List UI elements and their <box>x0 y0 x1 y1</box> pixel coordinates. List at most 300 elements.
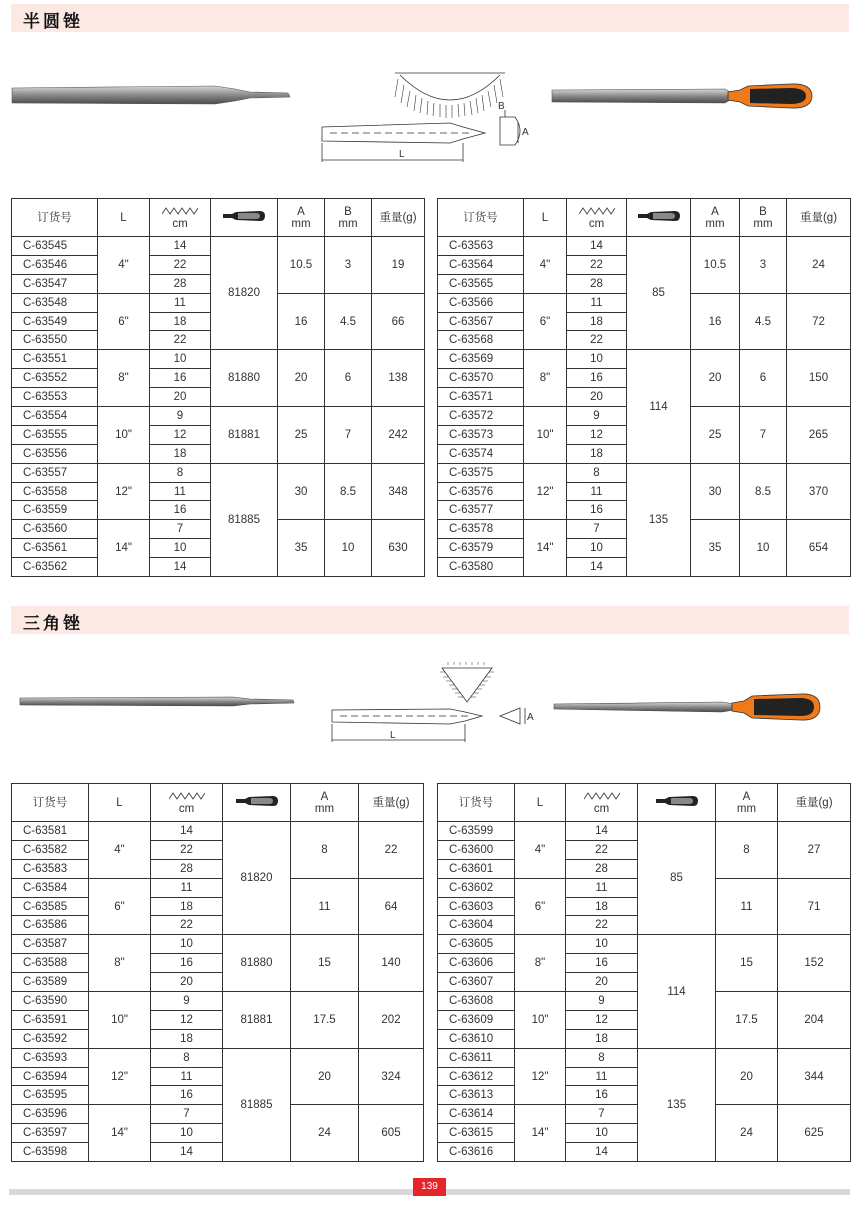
cut-cell: 22 <box>567 331 627 350</box>
header-cut-unit: cm <box>178 802 195 815</box>
length-cell: 8" <box>98 350 150 407</box>
handle-cell: 135 <box>638 1048 716 1161</box>
cut-cell: 22 <box>151 840 223 859</box>
order-code: C-63573 <box>438 425 524 444</box>
cut-cell: 10 <box>566 1124 638 1143</box>
order-code: C-63607 <box>438 973 515 992</box>
handle-cell: 85 <box>638 822 716 935</box>
a-cell: 11 <box>291 878 359 935</box>
cut-cell: 10 <box>151 935 223 954</box>
triangle-section-diagram <box>320 660 540 745</box>
a-cell: 15 <box>291 935 359 992</box>
cut-cell: 7 <box>150 520 211 539</box>
length-cell: 14" <box>89 1105 151 1162</box>
order-code: C-63564 <box>438 255 524 274</box>
half-round-table-right <box>437 198 851 577</box>
order-code: C-63592 <box>12 1029 89 1048</box>
a-cell: 11 <box>716 878 778 935</box>
header-a-unit: mm <box>291 217 311 230</box>
header-a-label: A <box>297 205 305 218</box>
a-cell: 20 <box>691 350 740 407</box>
order-code: C-63563 <box>438 237 524 256</box>
cut-cell: 18 <box>150 312 211 331</box>
handle-cell: 81885 <box>211 463 278 576</box>
order-code: C-63582 <box>12 840 89 859</box>
cut-cell: 20 <box>566 973 638 992</box>
handle-icon <box>637 209 681 223</box>
order-code: C-63603 <box>438 897 515 916</box>
weight-cell: 344 <box>778 1048 851 1105</box>
length-cell: 6" <box>98 293 150 350</box>
header-a <box>291 784 359 822</box>
cut-cell: 8 <box>150 463 211 482</box>
header-b <box>325 199 372 237</box>
header-cut <box>566 784 638 822</box>
half-round-file-image <box>10 80 295 110</box>
cut-cell: 11 <box>150 482 211 501</box>
handle-cell: 135 <box>627 463 691 576</box>
b-cell: 3 <box>740 237 787 294</box>
order-code: C-63576 <box>438 482 524 501</box>
triangle-file-image <box>18 692 298 712</box>
a-cell: 20 <box>716 1048 778 1105</box>
order-code: C-63588 <box>12 954 89 973</box>
b-cell: 7 <box>325 407 372 464</box>
weight-cell: 605 <box>359 1105 424 1162</box>
dimension-label-a: A <box>522 127 529 138</box>
cut-cell: 18 <box>566 897 638 916</box>
cut-cell: 16 <box>150 501 211 520</box>
header-a-label: A <box>320 790 329 803</box>
weight-cell: 27 <box>778 822 851 879</box>
length-cell: 4" <box>515 822 566 879</box>
length-cell: 12" <box>515 1048 566 1105</box>
teeth-cut-icon <box>169 792 205 800</box>
order-code: C-63556 <box>12 444 98 463</box>
handle-cell: 81881 <box>211 407 278 464</box>
b-cell: 3 <box>325 237 372 294</box>
cut-cell: 12 <box>566 1010 638 1029</box>
header-length: L <box>524 199 567 237</box>
cut-cell: 22 <box>567 255 627 274</box>
header-handle <box>627 199 691 237</box>
header-length: L <box>89 784 151 822</box>
order-code: C-63555 <box>12 425 98 444</box>
triangle-table-left <box>11 783 424 1162</box>
header-order-no: 订货号 <box>12 199 98 237</box>
length-cell: 4" <box>89 822 151 879</box>
order-code: C-63611 <box>438 1048 515 1067</box>
cut-cell: 11 <box>567 482 627 501</box>
cut-cell: 16 <box>150 369 211 388</box>
half-round-table-left <box>11 198 425 577</box>
cut-cell: 22 <box>150 255 211 274</box>
header-cut <box>567 199 627 237</box>
order-code: C-63583 <box>12 859 89 878</box>
header-weight: 重量(g) <box>359 784 424 822</box>
header-handle <box>211 199 278 237</box>
header-b <box>740 199 787 237</box>
length-cell: 12" <box>98 463 150 520</box>
order-code: C-63590 <box>12 992 89 1011</box>
order-code: C-63614 <box>438 1105 515 1124</box>
weight-cell: 348 <box>372 463 425 520</box>
cut-cell: 8 <box>566 1048 638 1067</box>
header-b-unit: mm <box>753 217 773 230</box>
order-code: C-63594 <box>12 1067 89 1086</box>
order-code: C-63574 <box>438 444 524 463</box>
order-code: C-63545 <box>12 237 98 256</box>
cut-cell: 11 <box>567 293 627 312</box>
cut-cell: 10 <box>150 539 211 558</box>
weight-cell: 324 <box>359 1048 424 1105</box>
cut-cell: 9 <box>567 407 627 426</box>
header-a <box>278 199 325 237</box>
length-cell: 10" <box>515 992 566 1049</box>
a-cell: 30 <box>278 463 325 520</box>
section-title-text: 三角锉 <box>23 614 83 634</box>
cut-cell: 12 <box>151 1010 223 1029</box>
weight-cell: 22 <box>359 822 424 879</box>
cut-cell: 20 <box>150 388 211 407</box>
a-cell: 35 <box>691 520 740 577</box>
cut-cell: 14 <box>566 1143 638 1162</box>
order-code: C-63546 <box>12 255 98 274</box>
a-cell: 20 <box>291 1048 359 1105</box>
cut-cell: 9 <box>150 407 211 426</box>
order-code: C-63589 <box>12 973 89 992</box>
dimension-label-b: B <box>498 101 505 112</box>
order-code: C-63595 <box>12 1086 89 1105</box>
weight-cell: 19 <box>372 237 425 294</box>
order-code: C-63606 <box>438 954 515 973</box>
a-cell: 25 <box>691 407 740 464</box>
teeth-cut-icon <box>162 207 198 215</box>
header-order-no: 订货号 <box>12 784 89 822</box>
order-code: C-63580 <box>438 558 524 577</box>
cut-cell: 7 <box>151 1105 223 1124</box>
half-round-section-diagram <box>300 65 540 175</box>
cut-cell: 14 <box>567 237 627 256</box>
order-code: C-63553 <box>12 388 98 407</box>
cut-cell: 8 <box>567 463 627 482</box>
handle-cell: 85 <box>627 237 691 350</box>
order-code: C-63554 <box>12 407 98 426</box>
order-code: C-63616 <box>438 1143 515 1162</box>
cut-cell: 18 <box>151 897 223 916</box>
b-cell: 10 <box>740 520 787 577</box>
dimension-label-l: L <box>399 149 405 160</box>
header-length: L <box>515 784 566 822</box>
cut-cell: 18 <box>566 1029 638 1048</box>
handle-cell: 81881 <box>223 992 291 1049</box>
cut-cell: 9 <box>566 992 638 1011</box>
length-cell: 6" <box>515 878 566 935</box>
cut-cell: 10 <box>151 1124 223 1143</box>
weight-cell: 370 <box>787 463 851 520</box>
b-cell: 7 <box>740 407 787 464</box>
handle-cell: 81880 <box>211 350 278 407</box>
weight-cell: 654 <box>787 520 851 577</box>
cut-cell: 16 <box>567 501 627 520</box>
order-code: C-63597 <box>12 1124 89 1143</box>
cut-cell: 16 <box>566 1086 638 1105</box>
weight-cell: 72 <box>787 293 851 350</box>
cut-cell: 14 <box>151 822 223 841</box>
order-code: C-63578 <box>438 520 524 539</box>
order-code: C-63591 <box>12 1010 89 1029</box>
b-cell: 10 <box>325 520 372 577</box>
cut-cell: 10 <box>150 350 211 369</box>
triangle-table-right <box>437 783 851 1162</box>
order-code: C-63557 <box>12 463 98 482</box>
cut-cell: 11 <box>150 293 211 312</box>
handle-cell: 114 <box>627 350 691 463</box>
b-cell: 4.5 <box>325 293 372 350</box>
header-weight: 重量(g) <box>778 784 851 822</box>
a-cell: 30 <box>691 463 740 520</box>
order-code: C-63569 <box>438 350 524 369</box>
order-code: C-63567 <box>438 312 524 331</box>
weight-cell: 140 <box>359 935 424 992</box>
header-cut <box>150 199 211 237</box>
order-code: C-63587 <box>12 935 89 954</box>
order-code: C-63562 <box>12 558 98 577</box>
length-cell: 14" <box>524 520 567 577</box>
header-order-no: 订货号 <box>438 199 524 237</box>
teeth-cut-icon <box>584 792 620 800</box>
cut-cell: 16 <box>567 369 627 388</box>
order-code: C-63571 <box>438 388 524 407</box>
order-code: C-63613 <box>438 1086 515 1105</box>
header-cut-unit: cm <box>593 802 610 815</box>
length-cell: 8" <box>524 350 567 407</box>
order-code: C-63572 <box>438 407 524 426</box>
cut-cell: 18 <box>151 1029 223 1048</box>
cut-cell: 11 <box>151 1067 223 1086</box>
cut-cell: 22 <box>151 916 223 935</box>
length-cell: 8" <box>515 935 566 992</box>
cut-cell: 14 <box>567 558 627 577</box>
order-code: C-63550 <box>12 331 98 350</box>
order-code: C-63559 <box>12 501 98 520</box>
a-cell: 24 <box>291 1105 359 1162</box>
a-cell: 17.5 <box>291 992 359 1049</box>
order-code: C-63600 <box>438 840 515 859</box>
header-length: L <box>98 199 150 237</box>
header-weight: 重量(g) <box>787 199 851 237</box>
a-cell: 10.5 <box>278 237 325 294</box>
cut-cell: 28 <box>150 274 211 293</box>
handle-cell: 81820 <box>211 237 278 350</box>
weight-cell: 242 <box>372 407 425 464</box>
handle-cell: 81885 <box>223 1048 291 1161</box>
header-cut <box>151 784 223 822</box>
weight-cell: 265 <box>787 407 851 464</box>
order-code: C-63547 <box>12 274 98 293</box>
order-code: C-63593 <box>12 1048 89 1067</box>
cut-cell: 7 <box>567 520 627 539</box>
b-cell: 8.5 <box>325 463 372 520</box>
dimension-label-l: L <box>390 730 396 741</box>
length-cell: 4" <box>98 237 150 294</box>
order-code: C-63615 <box>438 1124 515 1143</box>
weight-cell: 204 <box>778 992 851 1049</box>
cut-cell: 10 <box>567 350 627 369</box>
cut-cell: 14 <box>150 237 211 256</box>
header-a-unit: mm <box>736 802 757 815</box>
a-cell: 16 <box>691 293 740 350</box>
header-b-label: B <box>344 205 352 218</box>
length-cell: 14" <box>98 520 150 577</box>
cut-cell: 18 <box>150 444 211 463</box>
handle-cell: 114 <box>638 935 716 1048</box>
header-b-label: B <box>759 205 767 218</box>
a-cell: 15 <box>716 935 778 992</box>
cut-cell: 20 <box>567 388 627 407</box>
length-cell: 6" <box>89 878 151 935</box>
b-cell: 8.5 <box>740 463 787 520</box>
weight-cell: 625 <box>778 1105 851 1162</box>
order-code: C-63552 <box>12 369 98 388</box>
page-number: 139 <box>413 1178 446 1196</box>
length-cell: 12" <box>524 463 567 520</box>
cut-cell: 18 <box>567 312 627 331</box>
order-code: C-63601 <box>438 859 515 878</box>
cut-cell: 16 <box>151 1086 223 1105</box>
cut-cell: 10 <box>566 935 638 954</box>
header-order-no: 订货号 <box>438 784 515 822</box>
cut-cell: 22 <box>566 840 638 859</box>
header-a-label: A <box>742 790 751 803</box>
section-title-text: 半圆锉 <box>23 12 83 32</box>
a-cell: 20 <box>278 350 325 407</box>
length-cell: 12" <box>89 1048 151 1105</box>
cut-cell: 28 <box>566 859 638 878</box>
order-code: C-63608 <box>438 992 515 1011</box>
weight-cell: 152 <box>778 935 851 992</box>
order-code: C-63599 <box>438 822 515 841</box>
a-cell: 16 <box>278 293 325 350</box>
handle-cell: 81880 <box>223 935 291 992</box>
cut-cell: 22 <box>566 916 638 935</box>
cut-cell: 7 <box>566 1105 638 1124</box>
length-cell: 8" <box>89 935 151 992</box>
header-weight: 重量(g) <box>372 199 425 237</box>
cut-cell: 10 <box>567 539 627 558</box>
order-code: C-63581 <box>12 822 89 841</box>
order-code: C-63605 <box>438 935 515 954</box>
order-code: C-63575 <box>438 463 524 482</box>
order-code: C-63568 <box>438 331 524 350</box>
order-code: C-63577 <box>438 501 524 520</box>
a-cell: 10.5 <box>691 237 740 294</box>
order-code: C-63579 <box>438 539 524 558</box>
cut-cell: 28 <box>151 859 223 878</box>
cut-cell: 14 <box>151 1143 223 1162</box>
cut-cell: 9 <box>151 992 223 1011</box>
header-a-unit: mm <box>705 217 725 230</box>
order-code: C-63586 <box>12 916 89 935</box>
order-code: C-63558 <box>12 482 98 501</box>
cut-cell: 22 <box>150 331 211 350</box>
cut-cell: 16 <box>151 954 223 973</box>
header-a <box>716 784 778 822</box>
length-cell: 14" <box>515 1105 566 1162</box>
header-handle <box>638 784 716 822</box>
order-code: C-63565 <box>438 274 524 293</box>
order-code: C-63561 <box>12 539 98 558</box>
header-cut-unit: cm <box>588 217 605 230</box>
order-code: C-63610 <box>438 1029 515 1048</box>
order-code: C-63566 <box>438 293 524 312</box>
order-code: C-63549 <box>12 312 98 331</box>
header-a <box>691 199 740 237</box>
weight-cell: 202 <box>359 992 424 1049</box>
weight-cell: 150 <box>787 350 851 407</box>
b-cell: 6 <box>740 350 787 407</box>
order-code: C-63602 <box>438 878 515 897</box>
handle-icon <box>655 794 699 808</box>
a-cell: 24 <box>716 1105 778 1162</box>
cut-cell: 16 <box>566 954 638 973</box>
a-cell: 25 <box>278 407 325 464</box>
cut-cell: 14 <box>566 822 638 841</box>
weight-cell: 630 <box>372 520 425 577</box>
teeth-cut-icon <box>579 207 615 215</box>
b-cell: 4.5 <box>740 293 787 350</box>
cut-cell: 11 <box>566 878 638 897</box>
order-code: C-63585 <box>12 897 89 916</box>
weight-cell: 71 <box>778 878 851 935</box>
cut-cell: 8 <box>151 1048 223 1067</box>
section-title-half-round <box>11 4 849 32</box>
order-code: C-63584 <box>12 878 89 897</box>
order-code: C-63548 <box>12 293 98 312</box>
cut-cell: 14 <box>150 558 211 577</box>
length-cell: 10" <box>524 407 567 464</box>
order-code: C-63604 <box>438 916 515 935</box>
a-cell: 17.5 <box>716 992 778 1049</box>
half-round-file-handle-image <box>550 80 815 112</box>
length-cell: 10" <box>89 992 151 1049</box>
weight-cell: 66 <box>372 293 425 350</box>
handle-icon <box>222 209 266 223</box>
a-cell: 8 <box>291 822 359 879</box>
cut-cell: 11 <box>151 878 223 897</box>
length-cell: 6" <box>524 293 567 350</box>
order-code: C-63598 <box>12 1143 89 1162</box>
b-cell: 6 <box>325 350 372 407</box>
length-cell: 4" <box>524 237 567 294</box>
order-code: C-63560 <box>12 520 98 539</box>
header-handle <box>223 784 291 822</box>
header-a-unit: mm <box>314 802 335 815</box>
order-code: C-63551 <box>12 350 98 369</box>
cut-cell: 18 <box>567 444 627 463</box>
dimension-label-a: A <box>527 712 534 723</box>
header-b-unit: mm <box>338 217 358 230</box>
cut-cell: 12 <box>567 425 627 444</box>
order-code: C-63609 <box>438 1010 515 1029</box>
weight-cell: 138 <box>372 350 425 407</box>
triangle-file-handle-image <box>552 690 824 724</box>
weight-cell: 64 <box>359 878 424 935</box>
length-cell: 10" <box>98 407 150 464</box>
order-code: C-63612 <box>438 1067 515 1086</box>
a-cell: 35 <box>278 520 325 577</box>
cut-cell: 12 <box>150 425 211 444</box>
